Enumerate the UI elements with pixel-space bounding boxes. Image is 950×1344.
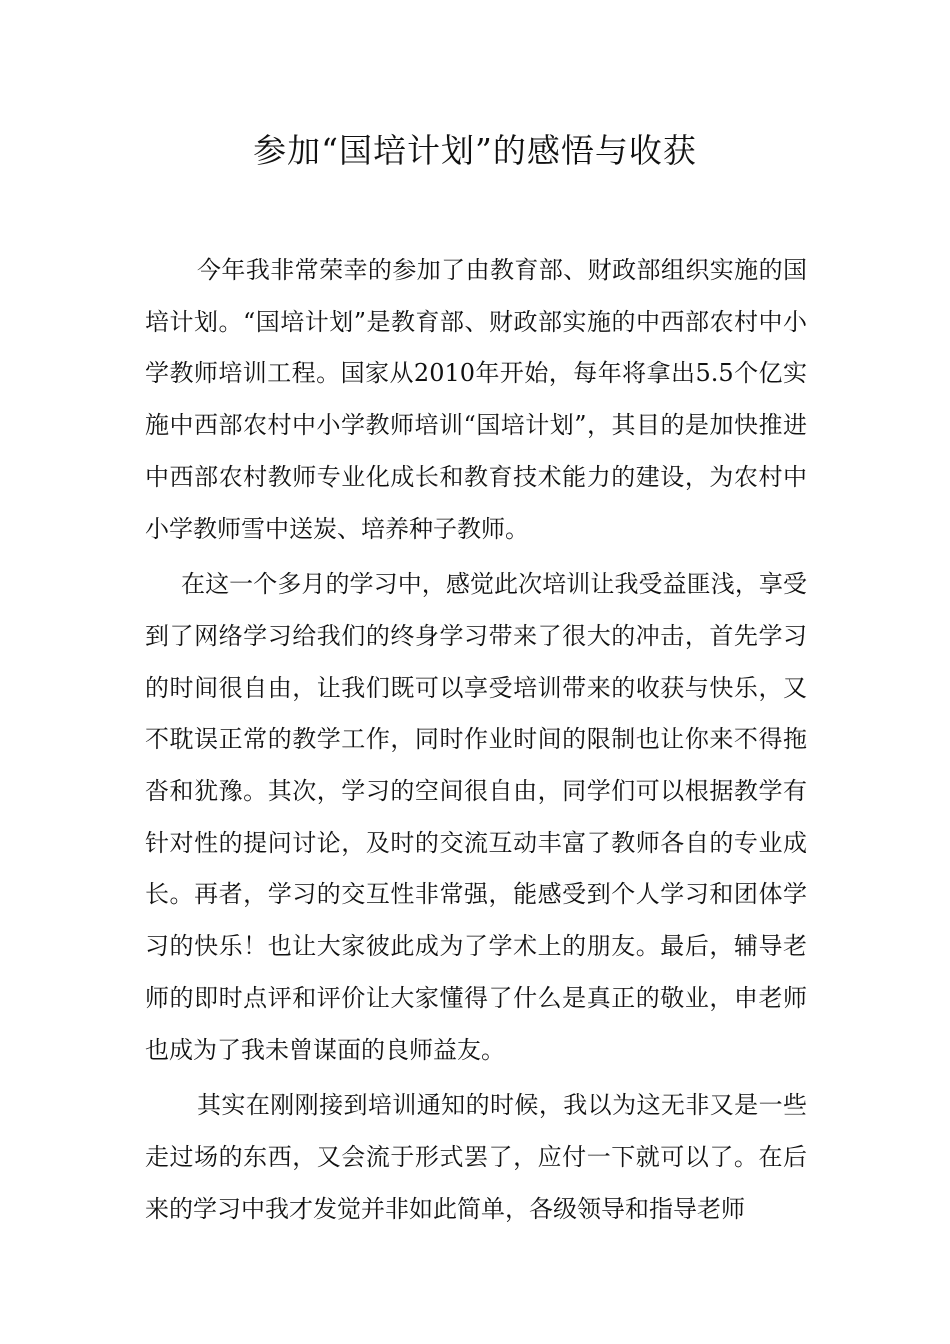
document-body	[145, 245, 807, 1239]
paragraph-2: 在这一个多月的学习中，感觉此次培训让我受益匪浅，享受到了网络学习给我们的终身学习带来了很大的冲击，首先学习的时间很自由，让我们既可以享受培训带来的收获与快乐，又不耽误正常的教学工作，同时作业时间的限制也让你来不得拖沓和犹豫。其次，学习的空间很自由，同学们可以根据教学有针对性的提问讨论，及时的交流互动丰富了教师各自的专业成长。再者，学习的交互性非常强，能感受到个人学习和团体学习的快乐！也让大家彼此成为了学术上的朋友。最后，辅导老师的即时点评和评价让大家懂得了什么是真正的敬业，申老师也成为了我未曾谋面的良师益友。	[145, 570, 807, 1064]
document-title: 参加“国培计划”的感悟与收获	[253, 131, 697, 170]
paragraph-1: 今年我非常荣幸的参加了由教育部、财政部组织实施的国培计划。“国培计划”是教育部、财政部实施的中西部农村中小学教师培训工程。国家从2010年开始，每年将拿出5.5个亿实施中西部农村中小学教师培训“国培计划”，其目的是加快推进中西部农村教师专业化成长和教育技术能力的建设，为农村中小学教师雪中送炭、培养种子教师。	[145, 256, 807, 543]
paragraph-3: 其实在刚刚接到培训通知的时候，我以为这无非又是一些走过场的东西，又会流于形式罢了，应付一下就可以了。在后来的学习中我才发觉并非如此简单，各级领导和指导老师	[145, 1091, 807, 1223]
